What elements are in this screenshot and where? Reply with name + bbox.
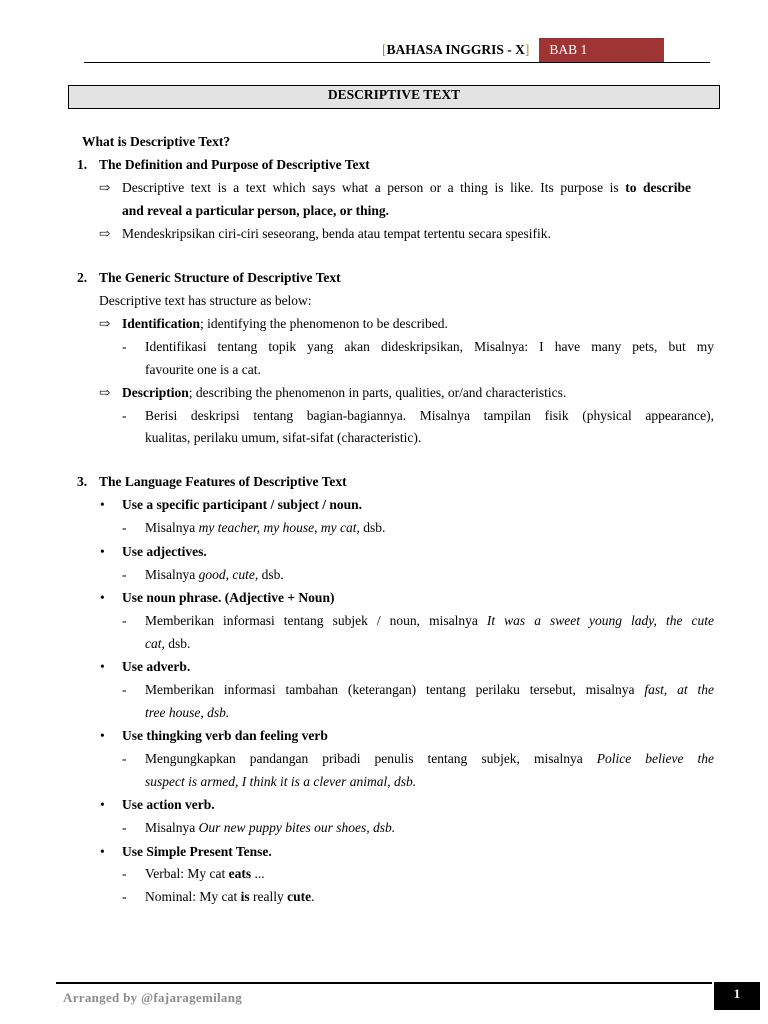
section-heading: The Definition and Purpose of Descriptive Text — [99, 157, 370, 172]
section-number: 1. — [77, 157, 88, 172]
description-sub-cont: kualitas, perilaku umum, sifat-sifat (characteristic). — [145, 430, 422, 445]
description-term: Description — [122, 385, 189, 400]
bullet-marker: • — [100, 497, 105, 512]
description-sub: Berisi deskripsi tentang bagian-bagiannya. Misalnya tampilan fisik (physical appearance), — [145, 408, 714, 423]
arrow-icon: ⇨ — [99, 226, 111, 241]
definition-line — [122, 180, 691, 196]
section-heading: The Generic Structure of Descriptive Text — [99, 270, 341, 285]
header-subject — [382, 42, 539, 58]
example-text: , — [314, 520, 321, 535]
dash-marker: - — [122, 613, 127, 628]
example-text: dsb. — [164, 636, 191, 651]
bullet-marker: • — [100, 844, 105, 859]
example-text: Misalnya — [145, 567, 199, 582]
feature-example — [145, 613, 714, 629]
bullet-marker: • — [100, 544, 105, 559]
identification-term: Identification — [122, 316, 201, 331]
footer-credit: Arranged by @fajaragemilang — [63, 990, 243, 1005]
section-heading: The Language Features of Descriptive Text — [99, 474, 347, 489]
feature-example-cont: suspect is armed, I think it is a clever animal, dsb. — [145, 774, 417, 789]
example-italic: Police believe the — [596, 751, 714, 766]
description-desc: ; describing the phenomenon in parts, qualities, or/and characteristics. — [188, 385, 567, 400]
page-header — [382, 38, 664, 81]
feature-example-cont — [145, 636, 190, 652]
definition-emphasis: to describe — [625, 180, 692, 195]
feature-example — [145, 820, 395, 836]
feature-example — [145, 751, 714, 767]
question-heading: What is Descriptive Text? — [82, 134, 231, 149]
example-bold: cute — [287, 889, 312, 904]
example-bold: is — [240, 889, 250, 904]
feature-example — [145, 567, 284, 583]
section-number: 2. — [77, 270, 88, 285]
example-bold: eats — [228, 866, 252, 881]
feature-example-cont: tree house, dsb. — [145, 705, 230, 720]
example-text: . — [311, 889, 315, 904]
dash-marker: - — [122, 339, 127, 354]
section-number: 3. — [77, 474, 88, 489]
arrow-icon: ⇨ — [99, 385, 111, 400]
dash-marker: - — [122, 889, 127, 904]
page-title: DESCRIPTIVE TEXT — [68, 85, 720, 109]
dash-marker: - — [122, 567, 127, 582]
arrow-icon: ⇨ — [99, 180, 111, 195]
example-italic: It was a sweet young lady, the cute — [486, 613, 714, 628]
example-italic: Our new puppy bites our shoes, dsb. — [198, 820, 396, 835]
example-text: Memberikan informasi tambahan (keterangan) tentang perilaku tersebut, misalnya — [145, 682, 645, 697]
example-text: Verbal: My cat — [145, 866, 229, 881]
example-text: Mengungkapkan pandangan pribadi penulis tentang subjek, misalnya — [145, 751, 597, 766]
bullet-marker: • — [100, 659, 105, 674]
feature-heading: Use adjectives. — [122, 544, 207, 559]
subject-label: BAHASA INGGRIS - X — [386, 42, 525, 57]
dash-marker: - — [122, 682, 127, 697]
chapter-badge: BAB 1 SEMESTER 1 — [539, 38, 664, 62]
example-italic: fast, at the — [644, 682, 714, 697]
feature-heading: Use thingking verb dan feeling verb — [122, 728, 328, 743]
bracket-open: [ — [382, 42, 387, 57]
feature-example — [145, 682, 714, 698]
identification-sub: Identifikasi tentang topik yang akan dideskripsikan, Misalnya: I have many pets, but my — [145, 339, 714, 354]
header-rule — [84, 62, 710, 63]
definition-text: Descriptive text is a text which says what a person or a thing is like. Its purpose is — [122, 180, 626, 195]
dash-marker: - — [122, 751, 127, 766]
purpose-line: and reveal a particular person, place, or thing. — [122, 203, 390, 218]
identification-desc: ; identifying the phenomenon to be described. — [200, 316, 448, 331]
bullet-marker: • — [100, 797, 105, 812]
feature-heading: Use adverb. — [122, 659, 191, 674]
example-italic: my teacher, my house — [198, 520, 315, 535]
dash-marker: - — [122, 820, 127, 835]
feature-example — [145, 520, 385, 536]
example-italic: cat, — [145, 636, 165, 651]
description-line — [122, 385, 566, 401]
bracket-close: ] — [524, 42, 530, 57]
verbal-example — [145, 866, 265, 882]
example-text: Memberikan informasi tentang subjek / noun, misalnya — [145, 613, 487, 628]
identification-line — [122, 316, 448, 332]
feature-heading: Use noun phrase. (Adjective + Noun) — [122, 590, 335, 605]
example-text: Nominal: My cat — [145, 889, 241, 904]
bullet-marker: • — [100, 590, 105, 605]
feature-heading: Use Simple Present Tense. — [122, 844, 272, 859]
example-text: Misalnya — [145, 520, 199, 535]
dash-marker: - — [122, 408, 127, 423]
example-text: Misalnya — [145, 820, 199, 835]
structure-intro: Descriptive text has structure as below: — [99, 293, 312, 308]
arrow-icon: ⇨ — [99, 316, 111, 331]
dash-marker: - — [122, 520, 127, 535]
footer-rule — [56, 982, 712, 984]
example-text: dsb. — [359, 520, 386, 535]
feature-heading: Use action verb. — [122, 797, 215, 812]
dash-marker: - — [122, 866, 127, 881]
page-number: 1 — [714, 982, 760, 1010]
definition-translation: Mendeskripsikan ciri-ciri seseorang, benda atau tempat tertentu secara spesifik. — [122, 226, 551, 241]
example-italic: my cat, — [320, 520, 360, 535]
example-text: really — [249, 889, 288, 904]
bullet-marker: • — [100, 728, 105, 743]
feature-heading: Use a specific participant / subject / noun. — [122, 497, 363, 512]
example-text: ... — [251, 866, 265, 881]
example-italic: good, cute, — [198, 567, 259, 582]
example-text: dsb. — [258, 567, 284, 582]
identification-sub-cont: favourite one is a cat. — [145, 362, 261, 377]
nominal-example — [145, 889, 314, 905]
